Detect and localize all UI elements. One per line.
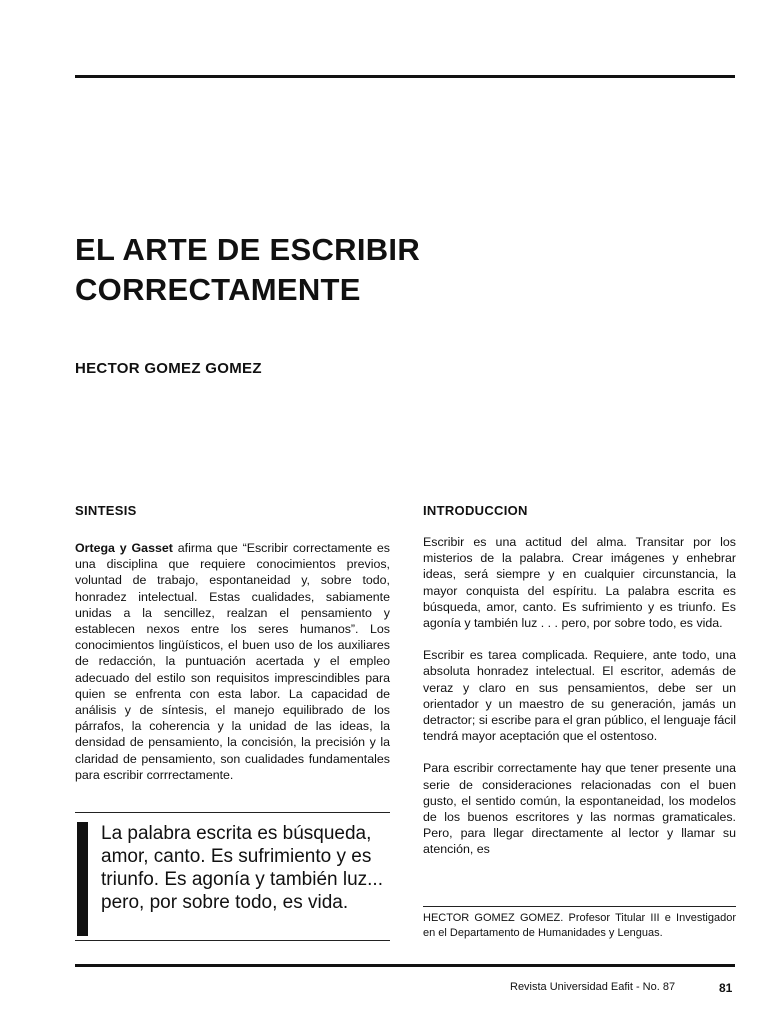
intro-paragraph-1: Escribir es una actitud del alma. Transitar por los misterios de la palabra. Crear imágenes y enhebrar ideas, será siempre y en cualquier circunstancia, la mayor conquista del espíritu. La palabra escrita es búsqueda, amor, canto. Es sufrimiento y es triunfo. Es agonía y también luz . . . pero, por sobre todo, es vida. xyxy=(423,535,736,631)
bottom-rule xyxy=(75,964,735,967)
author-footnote: HECTOR GOMEZ GOMEZ. Profesor Titular III e Investigador en el Departamento de Humanidades y Lenguas. xyxy=(423,912,736,939)
article-title xyxy=(75,230,675,310)
sintesis-body xyxy=(75,540,390,799)
sintesis-text: afirma que “Escribir correctamente es una disciplina que requiere conocimientos previos, voluntad de trabajo, espontaneidad y, sobre todo, honradez intelectual. Estas cualidades, sabiamente unidas a la sencillez, realzan el pensamiento y establecen nexos entre los seres humanos”. Los conocimientos lingüísticos, el buen uso de los auxiliares de redacción, la puntuación acertada y el empleo adecuado del estilo son requisitos imprescindibles para quien se enfrenta con esta labor. La capacidad de análisis y de síntesis, el manejo equilibrado de los párrafos, la coherencia y la unidad de las ideas, la densidad de pensamiento, la concisión, la precisión y la claridad de pensamiento, son cualidades fundamentales para escribir corrrectamente. xyxy=(75,541,391,782)
sintesis-paragraph xyxy=(75,540,390,783)
author-name: HECTOR GOMEZ GOMEZ xyxy=(75,360,262,377)
introduccion-heading: INTRODUCCION xyxy=(423,503,528,518)
sintesis-lead: Ortega y Gasset xyxy=(75,541,173,555)
intro-paragraph-3: Para escribir correctamente hay que tener presente una serie de consideraciones relacionadas con el buen gusto, el sentido común, la espontaneidad, los modelos de los buenos escritores y las normas gramaticales. Pero, para llegar directamente al lector y llamar su atención, es xyxy=(423,761,736,857)
sintesis-heading: SINTESIS xyxy=(75,503,137,518)
top-rule xyxy=(75,75,735,78)
quote-bottom-rule xyxy=(75,940,390,941)
title-line-1: EL ARTE DE ESCRIBIR xyxy=(75,232,421,267)
quote-bar xyxy=(77,822,88,936)
title-line-2: CORRECTAMENTE xyxy=(75,272,361,307)
journal-name: Revista Universidad Eafit - No. 87 xyxy=(510,981,676,993)
page-number: 81 xyxy=(719,981,733,995)
footnote-rule xyxy=(423,906,736,907)
intro-paragraph-2: Escribir es tarea complicada. Requiere, ante todo, una absoluta honradez intelectual. El escritor, además de veraz y claro en sus pensamientos, debe ser un orientador y un maestro de su generación, jamás un detractor; si escribe para el gran público, el lenguaje fácil tendrá mayor aceptación que el ostentoso. xyxy=(423,648,736,744)
introduccion-body xyxy=(423,534,736,874)
quote-top-rule xyxy=(75,812,390,813)
pull-quote: La palabra escrita es búsqueda, amor, canto. Es sufrimiento y es triunfo. Es agonía y también luz... pero, por sobre todo, es vida. xyxy=(101,823,383,913)
